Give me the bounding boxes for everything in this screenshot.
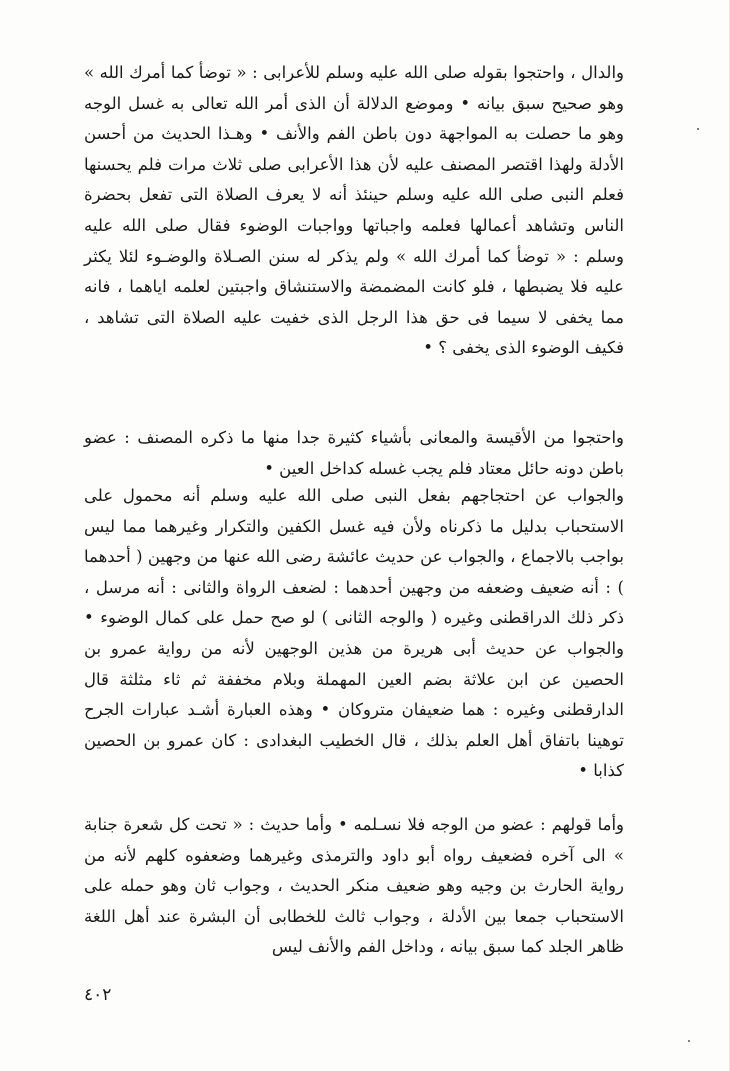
paragraph-4 <box>84 810 624 963</box>
paragraph-4-text: وأما قولهم : عضو من الوجه فلا نسـلمه • وأما حديث : « تحت كل شعرة جنابة » الى آخره فضعيف رواه أبو داود والترمذى وغيرهما وضعفوه كلهم لأنه من رواية الحارث بن وجيه وهو ضعيف منكر الحديث ، وجواب ثان وهو حمله على الاستحباب جمعا بين الأدلة ، وجواب ثالث للخطابى أن البشرة عند أهل اللغة ظاهر الجلد كما سبق بيانه ، وداخل الفم والأنف ليس <box>84 815 624 957</box>
paragraph-2-text: واحتجوا من الأقيسة والمعانى بأشياء كثيرة جدا منها ما ذكره المصنف : عضو باطن دونه حائل معتاد فلم يجب غسله كداخل العين • <box>84 428 624 478</box>
scan-speck <box>688 1040 690 1042</box>
paragraph-1 <box>84 58 624 364</box>
page-number: ٤٠٢ <box>84 985 112 1005</box>
paragraph-3-text: والجواب عن احتجاجهم بفعل النبى صلى الله عليه وسلم أنه محمول على الاستحباب بدليل ما ذكرناه ولأن فيه غسل الكفين والتكرار وغيرهما مما ليس بواجب بالاجماع ، والجواب عن حديث عائشة رضى الله عنها من وجهين ( أحدهما ) : أنه ضعيف وضعفه من وجهين أحدهما : لضعف الرواة والثانى : أنه مرسل ، ذكر ذلك الدراقطنى وغيره ( والوجه الثانى ) لو صح حمل على كمال الوضوء • والجواب عن حديث أبى هريرة من هذين الوجهين لأنه من رواية عمرو بن الحصين عن ابن علاثة بضم العين المهملة وبلام مخففة ثم ثاء مثلثة قال الدارقطنى وغيره : هما ضعيفان متروكان • وهذه العبارة أشـد عبارات الجرح توهينا باتفاق أهل العلم بذلك ، قال الخطيب البغدادى : كان عمرو بن الحصين كذابا • <box>84 486 624 781</box>
scan-speck <box>697 128 699 130</box>
paragraph-1-text: والدال ، واحتجوا بقوله صلى الله عليه وسلم للأعرابى : « توضأ كما أمرك الله » وهو صحيح سبق بيانه • وموضع الدلالة أن الذى أمر الله تعالى به غسل الوجه وهو ما حصلت به المواجهة دون باطن الفم والأنف • وهـذا الحديث من أحسن الأدلة ولهذا اقتصر المصنف عليه لأن هذا الأعرابى صلى ثلاث مرات فلم يحسنها فعلم النبى صلى الله عليه وسلم حينئذ أنه لا يعرف الصلاة التى تفعل بحضرة الناس وتشاهد أعمالها فعلمه واجباتها وواجبات الوضوء فقال صلى الله عليه وسلم : « توضأ كما أمرك الله » ولم يذكر له سنن الصـلاة والوضـوء لئلا يكثر عليه فلا يضبطها ، فلو كانت المضمضة والاستنشاق واجبتين لعلمه اياهما ، فانه مما يخفى لا سيما فى حق هذا الرجل الذى خفيت عليه الصلاة التى تشاهد ، فكيف الوضوء الذى يخفى ؟ • <box>84 63 624 358</box>
paragraph-2 <box>84 423 624 484</box>
paragraph-3 <box>84 481 624 787</box>
